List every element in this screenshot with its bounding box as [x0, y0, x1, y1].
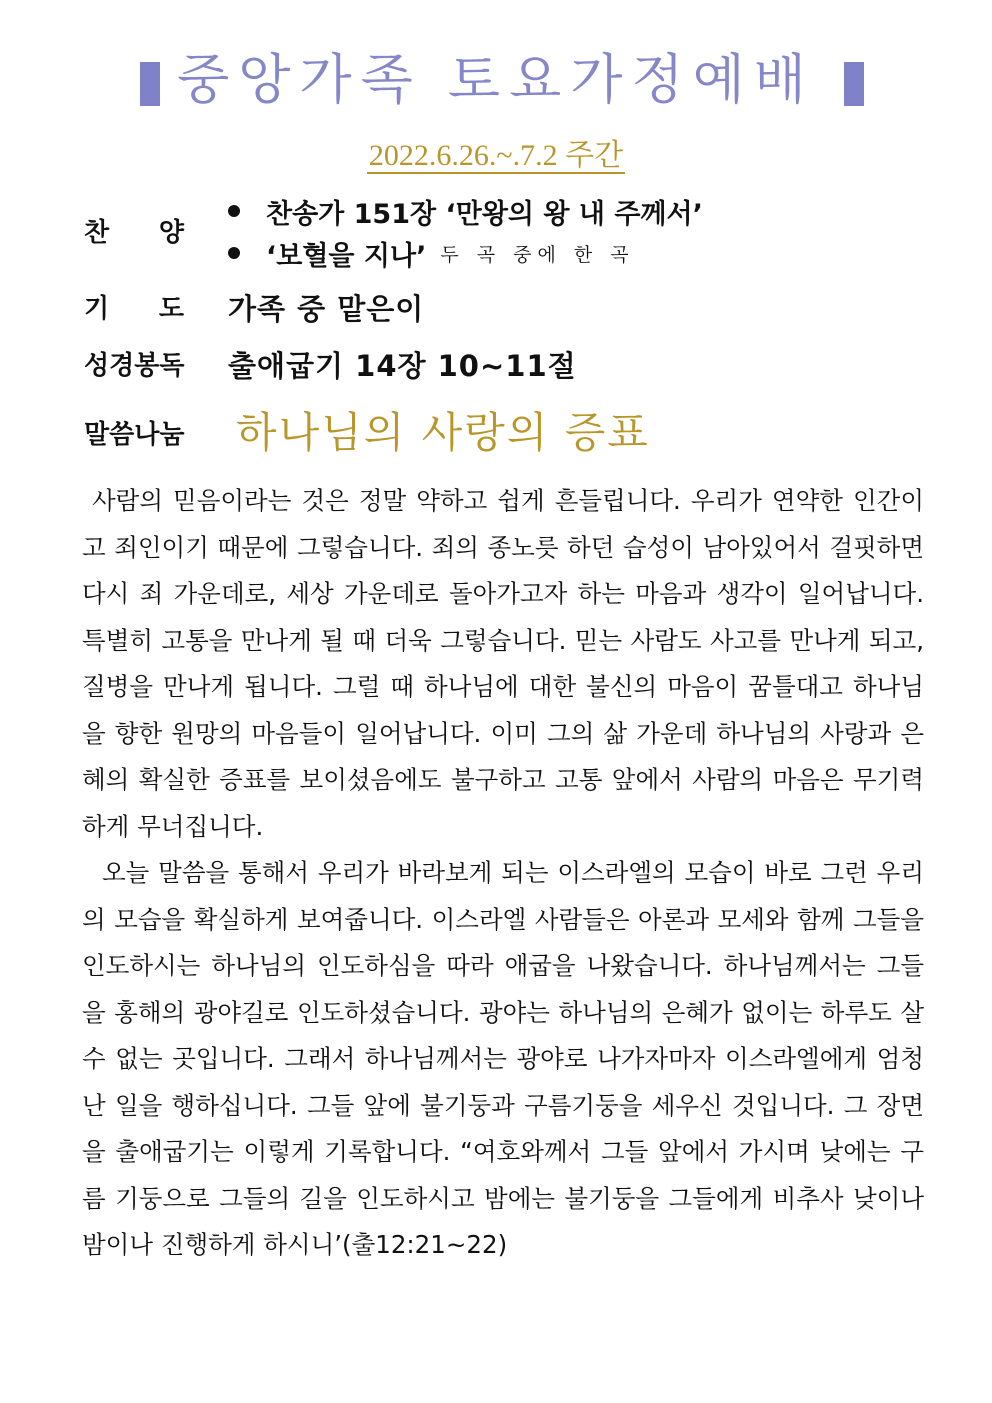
prayer-label	[84, 289, 184, 329]
page-title: 중앙가족 토요가정예배	[177, 48, 815, 111]
bullet-icon	[228, 205, 240, 217]
prayer-label-b: 도	[158, 294, 184, 324]
sermon-title: 하나님의 사랑의 증표	[236, 408, 650, 457]
hymn-item-2: ‘보혈을 지나’	[266, 240, 427, 272]
week-date: 2022.6.26.~.7.2 주간	[368, 139, 624, 172]
hymn-label-b: 양	[158, 218, 184, 248]
hymn-note: 두 곡 중에 한 곡	[440, 243, 635, 266]
prayer-label-a: 기	[84, 294, 110, 324]
body-paragraph-1: 사람의 믿음이라는 것은 정말 약하고 쉽게 흔들립니다. 우리가 연약한 인간이고 죄인이기 때문에 그렇습니다. 죄의 종노릇 하던 습성이 남아있어서 걸핏하면 다시 죄 가운데로, 세상 가운데로 돌아가고자 하는 마음과 생각이 일어납니다. 특별히 고통을 만나게 될 때 더욱 그렇습니다. 믿는 사람도 사고를 만나게 되고, 질병을 만나게 됩니다. 그럴 때 하나님에 대한 불신의 마음이 꿈틀대고 하나님을 향한 원망의 마음들이 일어납니다. 이미 그의 삶 가운데 하나님의 사랑과 은혜의 확실한 증표를 보이셨음에도 불구하고 고통 앞에서 사람의 마음은 무기력하게 무너집니다.	[82, 486, 924, 841]
sermon-label: 말씀나눔	[84, 420, 185, 450]
hymn-label-a: 찬	[84, 218, 110, 248]
sermon-body	[82, 478, 924, 1269]
hymn-list	[228, 190, 703, 274]
title-bar-right	[844, 62, 864, 106]
reading-value: 출애굽기 14장 10~11절	[228, 349, 577, 383]
bullet-icon	[228, 247, 240, 259]
reading-label: 성경봉독	[84, 351, 185, 381]
prayer-value: 가족 중 맡은이	[228, 292, 425, 326]
hymn-item	[228, 232, 703, 274]
hymn-item-1: 찬송가 151장 ‘만왕의 왕 내 주께서’	[266, 198, 703, 230]
body-paragraph-2: 오늘 말씀을 통해서 우리가 바라보게 되는 이스라엘의 모습이 바로 그런 우리의 모습을 확실하게 보여줍니다. 이스라엘 사람들은 아론과 모세와 함께 그들을 인도하시는 하나님의 인도하심을 따라 애굽을 나왔습니다. 하나님께서는 그들을 홍해의 광야길로 인도하셨습니다. 광야는 하나님의 은혜가 없이는 하루도 살 수 없는 곳입니다. 그래서 하나님께서는 광야로 나가자마자 이스라엘에게 엄청난 일을 행하십니다. 그들 앞에 불기둥과 구름기둥을 세우신 것입니다. 그 장면을 출애굽기는 이렇게 기록합니다. “여호와께서 그들 앞에서 가시며 낮에는 구름 기둥으로 그들의 길을 인도하시고 밤에는 불기둥을 그들에게 비추사 낮이나 밤이나 진행하게 하시니’(출12:21~22)	[82, 858, 924, 1259]
header	[0, 40, 992, 120]
week-line	[0, 130, 992, 174]
hymn-item	[228, 190, 703, 232]
hymn-label	[84, 213, 184, 253]
